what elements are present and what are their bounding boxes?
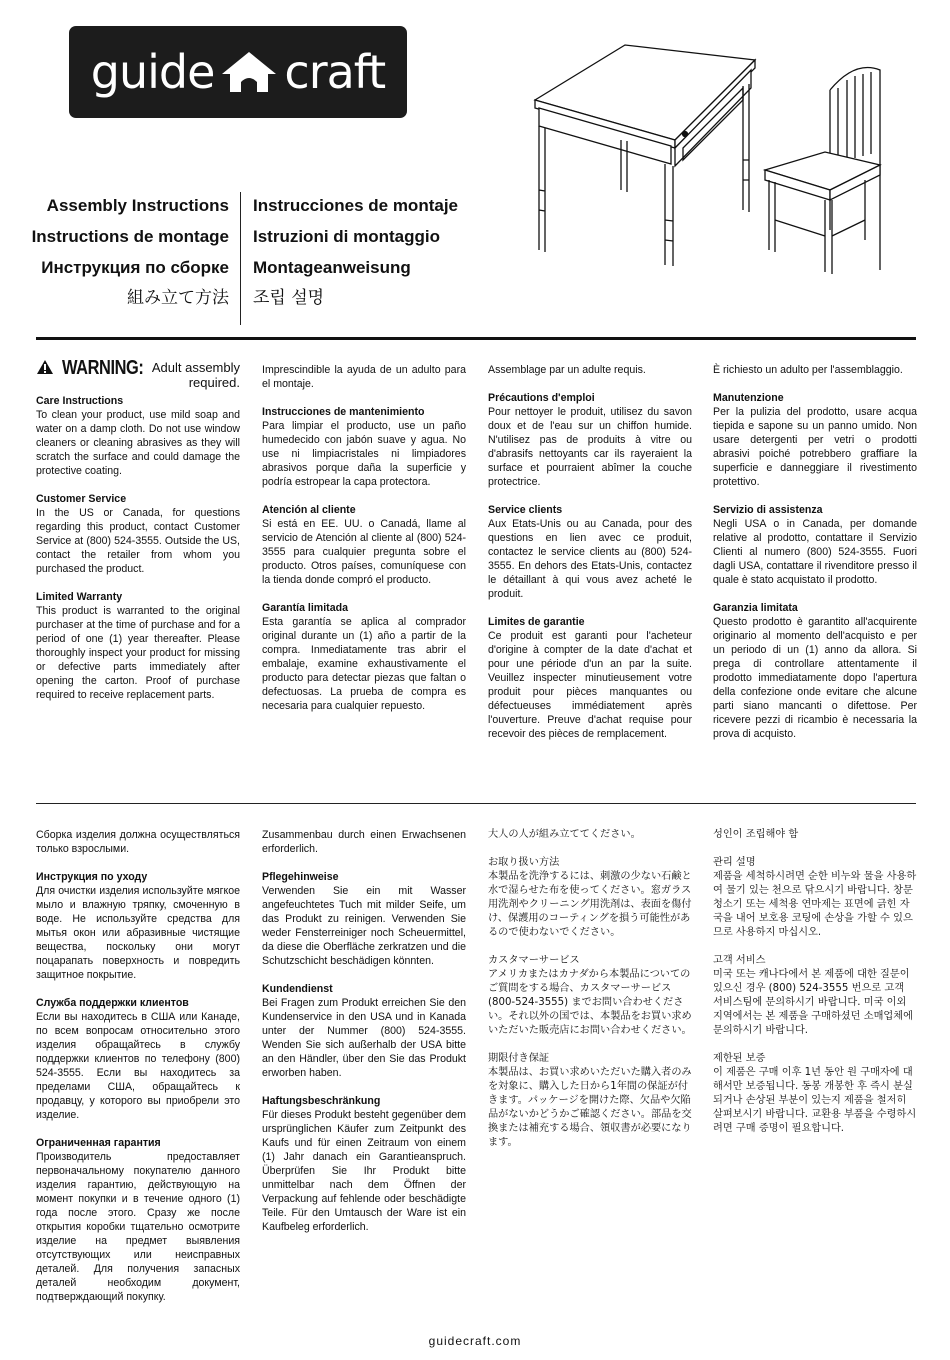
warranty-text-ru: Производитель предоставляет первоначальному покупателю данного изделия гарантию, действующую на момент покупки и в течение одного (1) года после этого. Сразу же после открытия коробки тщательно осмотрите изделие на предмет выявления отсутствующих или неисправных деталей. Для получения запасных деталей необходим документ, подтверждающий покупку. [36, 1151, 240, 1303]
service-section-ru [36, 996, 240, 1122]
care-heading-fr: Précautions d'emploi [488, 392, 595, 404]
warranty-section-es [262, 601, 466, 713]
service-text-en: In the US or Canada, for questions regarding this product, contact Customer Service at (800) 524-3555. Outside the US, contact the retailer from whom you purchased the product. [36, 507, 240, 575]
warranty-section-fr [488, 615, 692, 741]
care-section-it [713, 391, 917, 489]
care-heading-it: Manutenzione [713, 392, 784, 404]
care-section-es [262, 405, 466, 489]
warranty-text-ja: 本製品は、お買い求めいただいた購入者のみを対象に、購入した日から1年間の保証が付きます。パッケージを開けた際、欠品や欠陥品がないかどうかご確認ください。部品を交換または補充する場合、領収書が必要になります。 [488, 1067, 692, 1148]
title-en: Assembly Instructions [46, 196, 229, 215]
warranty-heading-ja: 期限付き保証 [488, 1053, 550, 1064]
service-heading-fr: Service clients [488, 504, 563, 516]
warranty-heading-fr: Limites de garantie [488, 616, 585, 628]
logo-word-guide: guide [90, 45, 215, 99]
intro-text-ja: 大人の人が組み立ててください。 [488, 829, 641, 840]
title-es: Instrucciones de montaje [253, 196, 458, 215]
service-text-es: Si está en EE. UU. o Canadá, llame al servicio de Atención al cliente al (800) 524-3555 para cualquier pregunta sobre el producto. Otros países, comuníquese con la tienda donde compró el producto. [262, 518, 466, 586]
service-section-en [36, 492, 240, 576]
warranty-text-de: Für dieses Produkt besteht gegenüber dem ursprünglichen Käufer zum Zeitpunkt des Kaufs und für einen Zeitraum von einem (1) Jahr danach ein Garantieanspruch. Überprüfen Sie Ihr Produkt bitte unmittelbar nach dem Öffnen der Verpackung auf fehlende oder beschädigte Teile. Für den Umtausch der Ware ist ein Kaufbeleg erforderlich. [262, 1109, 466, 1233]
service-text-ja: アメリカまたはカナダから本製品についてのご質問をする場合、カスタマーサービス (800-524-3555) までお問い合わせください。それ以外の国では、本製品をお買い求めいただいた販売店にお問い合わせください。 [488, 969, 692, 1036]
service-heading-ja: カスタマーサービス [488, 955, 580, 966]
care-heading-ja: お取り扱い方法 [488, 857, 560, 868]
care-section-ko [713, 856, 917, 940]
care-heading-ko: 관리 설명 [713, 857, 756, 868]
service-heading-ru: Служба поддержки клиентов [36, 997, 189, 1009]
care-heading-ru: Инструкция по уходу [36, 871, 148, 883]
top-divider [36, 337, 916, 340]
intro-text-de: Zusammenbau durch einen Erwachsenen erforderlich. [262, 829, 466, 855]
warranty-text-es: Esta garantía se aplica al comprador original durante un (1) año a partir de la compra. Inmediatamente tras abrir el embalaje, examine exhaustivamente el producto para detectar piezas que faltan o defectuosas. La prueba de compra es necesaria para cualquier repuesto. [262, 616, 466, 712]
service-text-fr: Aux Etats-Unis ou au Canada, pour des questions en lien avec ce produit, contactez le service clients au (800) 524-3555. En dehors des Etats-Unis, contactez le détaillant à qui vous avez acheté le produit. [488, 518, 692, 600]
logo-word-craft: craft [284, 45, 386, 99]
care-text-es: Para limpiar el producto, use un paño humedecido con jabón suave y agua. No use ni limpiacristales ni limpiadores abrasivos porque daña la superficie y podría estropear la capa protectora. [262, 420, 466, 488]
intro-text-ko: 성인이 조립해야 함 [713, 829, 799, 840]
russian-column [36, 828, 240, 1318]
service-heading-it: Servizio di assistenza [713, 504, 823, 516]
intro-text-ru: Сборка изделия должна осуществляться только взрослыми. [36, 829, 240, 855]
service-heading-es: Atención al cliente [262, 504, 356, 516]
service-heading-de: Kundendienst [262, 983, 333, 995]
care-text-it: Per la pulizia del prodotto, usare acqua tiepida e sapone su un panno umido. Non usare detergenti per vetri o prodotti abrasivi poiché potrebbero graffiare la superficie e danneggiare il rivestimento protettivo. [713, 406, 917, 488]
guidecraft-logo [69, 26, 407, 118]
care-section-ja [488, 856, 692, 940]
spanish-column [262, 363, 466, 727]
service-text-ko: 미국 또는 캐나다에서 본 제품에 대한 질문이 있으신 경우 (800) 524-3555 번으로 고객 서비스팀에 문의하시기 바랍니다. 미국 이외 지역에서는 본 제품을 구매하셨던 소매업체에 문의하시기 바랍니다. [713, 969, 913, 1036]
warranty-heading-ko: 제한된 보증 [713, 1053, 766, 1064]
middle-divider [36, 803, 916, 804]
title-ja: 組み立て方法 [127, 288, 229, 308]
care-heading-en: Care Instructions [36, 395, 124, 407]
table-chair-illustration [525, 40, 905, 280]
care-text-fr: Pour nettoyer le produit, utilisez du savon doux et de l'eau sur un chiffon humide. N'utilisez pas de produits à vitre ou d'abrasifs nettoyants car ils rayeraient la surface et pourraient abîmer la couche protectrice. [488, 406, 692, 488]
title-fr: Instructions de montage [31, 227, 229, 246]
title-ru: Инструкция по сборке [41, 258, 229, 277]
japanese-column [488, 828, 692, 1164]
english-column [36, 357, 240, 716]
warranty-section-it [713, 601, 917, 741]
warranty-section-en [36, 590, 240, 702]
warning-triangle-icon [36, 359, 54, 375]
warranty-heading-it: Garanzia limitata [713, 602, 798, 614]
care-text-ja: 本製品を洗浄するには、刺激の少ない石鹸と水で湿らせた布を使ってください。窓ガラス用洗剤やクリーニング用洗剤は、表面を傷付け、保護用のコーティングを損う可能性があるので使わないでください。 [488, 871, 692, 938]
service-section-it [713, 503, 917, 587]
care-heading-de: Pflegehinweise [262, 871, 339, 883]
service-text-it: Negli USA o in Canada, per domande relative al prodotto, contattare il Servizio Clienti al numero (800) 524-3555. Fuori dagli USA, contattare il rivenditore presso il quale è stato acquistato il prodotto. [713, 518, 917, 586]
italian-column [713, 363, 917, 755]
service-heading-ko: 고객 서비스 [713, 955, 766, 966]
care-section-en [36, 394, 240, 478]
care-text-ru: Для очистки изделия используйте мягкое мыло и влажную тряпку, смоченную в воде. Не используйте средства для мытья окон или абразивные чистящие вещества, поскольку они могут поцарапать поверхность и повредить защитное покрытие. [36, 885, 240, 981]
house-icon [220, 50, 278, 94]
warranty-text-it: Questo prodotto è garantito all'acquirente originario al momento dell'acquisto e per un periodo di un (1) anno da allora. Si prega di controllare attentamente il prodotto immediatamente dopo l'apertura della confezione onde evitare che alcune parti siano mancanti o difettose. Per ricevere pezzi di ricambio è necessaria la prova di acquisto. [713, 616, 917, 740]
title-ko: 조립 설명 [253, 288, 325, 308]
service-text-de: Bei Fragen zum Produkt erreichen Sie den Kundenservice in den USA und in Kanada unter der Nummer (800) 524-3555. Wenden Sie sich außerhalb der USA bitte an den Händler, über den Sie das Produkt erworben haben. [262, 997, 466, 1079]
warranty-text-fr: Ce produit est garanti pour l'acheteur d'origine à compter de la date d'achat et pour une période d'un an par la suite. Veuillez inspecter minutieusement votre produit pour pièces manquantes ou défectueuses immédiatement après l'ouverture. Preuve d'achat requise pour recevoir des pièces de remplacement. [488, 630, 692, 740]
warranty-heading-en: Limited Warranty [36, 591, 123, 603]
warranty-section-ja [488, 1052, 692, 1150]
title-it: Istruzioni di montaggio [253, 227, 440, 246]
service-text-ru: Если вы находитесь в США или Канаде, по всем вопросам относительно этого изделия обращайтесь в службу поддержки клиентов по телефону (800) 524-3555. Если вы находитесь за пределами США, обращайтесь к продавцу, у которого вы приобрели это изделие. [36, 1011, 240, 1121]
service-section-de [262, 982, 466, 1080]
french-column [488, 363, 692, 755]
titles-divider [240, 192, 241, 325]
care-section-fr [488, 391, 692, 489]
titles-left-column [20, 194, 229, 318]
warning-text: Adult assembly required. [151, 360, 240, 390]
korean-column [713, 828, 917, 1150]
service-section-fr [488, 503, 692, 601]
warranty-heading-es: Garantía limitada [262, 602, 348, 614]
warranty-text-ko: 이 제품은 구매 이후 1년 동안 원 구매자에 대해서만 보증됩니다. 동봉 개봉한 후 즉시 분실되거나 손상된 부분이 있는지 제품을 철저히 살펴보시기 바랍니다. 교환용 부품을 수령하시려면 구매 증명이 필요합니다. [713, 1067, 917, 1134]
warranty-section-ko [713, 1052, 917, 1136]
warranty-heading-ru: Ограниченная гарантия [36, 1137, 161, 1149]
title-de: Montageanweisung [253, 258, 411, 277]
warning-word: WARNING: [62, 357, 144, 379]
care-text-ko: 제품을 세척하시려면 순한 비누와 물을 사용하여 물기 있는 천으로 닦으시기 바랍니다. 창문 청소기 또는 세척용 연마제는 표면에 긁힌 자국을 내어 보호용 코팅에 손상을 가할 수 있으므로 사용하지 마십시오. [713, 871, 917, 938]
service-heading-en: Customer Service [36, 493, 127, 505]
warning-header [36, 357, 240, 390]
footer-url: guidecraft.com [428, 1334, 522, 1348]
care-section-de [262, 870, 466, 968]
warranty-section-ru [36, 1136, 240, 1304]
german-column [262, 828, 466, 1248]
intro-text-it: È richiesto un adulto per l'assemblaggio. [713, 364, 903, 376]
warranty-section-de [262, 1094, 466, 1234]
care-section-ru [36, 870, 240, 982]
care-text-de: Verwenden Sie ein mit Wasser angefeuchtetes Tuch mit milder Seife, um das Produkt zu reinigen. Verwenden Sie weder Fensterreiniger noch Scheuermittel, da diese die Oberfläche zerkratzen und die Schutzschicht beschädigen könnten. [262, 885, 466, 967]
warranty-heading-de: Haftungsbeschränkung [262, 1095, 381, 1107]
intro-text-es: Imprescindible la ayuda de un adulto para el montaje. [262, 364, 466, 390]
care-heading-es: Instrucciones de mantenimiento [262, 406, 425, 418]
titles-right-column [253, 194, 513, 318]
intro-text-fr: Assemblage par un adulte requis. [488, 364, 646, 376]
service-section-es [262, 503, 466, 587]
warranty-text-en: This product is warranted to the original purchaser at the time of purchase and for a period of one (1) year thereafter. Please thoroughly inspect your product for missing or defective parts immediately after opening the carton. Proof of purchase required to receive replacement parts. [36, 605, 240, 701]
service-section-ja [488, 954, 692, 1038]
service-section-ko [713, 954, 917, 1038]
care-text-en: To clean your product, use mild soap and water on a damp cloth. Do not use window cleaners or cleaning abrasives as they will scratch the surface and could damage the protective coating. [36, 409, 240, 477]
